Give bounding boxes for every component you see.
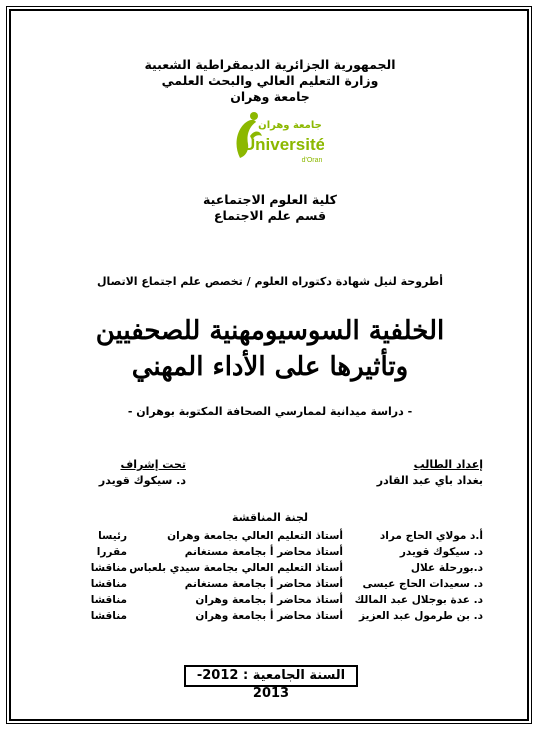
- academic-year: السنة الجامعية : 2012- 2013: [196, 668, 346, 701]
- university-logo: [228, 106, 324, 170]
- committee-member-name: د. عدة بوجلال عبد المالك: [354, 594, 483, 606]
- committee-row: [0, 578, 540, 594]
- student-name: بغداد باي عبد القادر: [376, 474, 483, 487]
- committee-member-name: د. سيكوك قويدر: [399, 546, 483, 558]
- supervisor-label: تحت إشراف: [120, 458, 186, 471]
- university-name: جامعة وهران: [230, 89, 310, 104]
- committee-member-name: أ.د مولاي الحاج مراد: [379, 530, 483, 542]
- logo-arabic-text: جامعة وهران: [258, 120, 322, 131]
- committee-member-role: رئيسا: [98, 530, 127, 542]
- committee-member-role: مناقشا: [90, 610, 127, 622]
- committee-label: لجنة المناقشة: [231, 511, 308, 524]
- republic-name: الجمهورية الجزائرية الديمقراطية الشعبية: [144, 57, 396, 72]
- committee-row: [0, 530, 540, 546]
- committee-member-role: مناقشا: [90, 562, 127, 574]
- committee-member-rank: أستاذ محاضر أ بجامعة وهران: [195, 594, 343, 606]
- thesis-title-line-1: الخلفية السوسيومهنية للصحفيين: [95, 316, 445, 346]
- department-name: قسم علم الاجتماع: [213, 208, 327, 223]
- thesis-type: أطروحة لنيل شهادة دكتوراه العلوم / تخصص علم اجتماع الاتصال: [96, 275, 444, 288]
- committee-row: [0, 594, 540, 610]
- committee-member-name: د. بن طرمول عبد العزيز: [358, 610, 483, 622]
- committee-member-rank: أستاذ محاضر أ بجامعة مستغانم: [184, 546, 343, 558]
- academic-year-box: [184, 665, 358, 701]
- committee-member-rank: أستاذ محاضر أ بجامعة وهران: [195, 610, 343, 622]
- logo-latin-small: d'Oran: [301, 157, 323, 164]
- committee-member-name: د. سعيدات الحاج عيسى: [362, 578, 483, 590]
- faculty-name: كلية العلوم الاجتماعية: [203, 192, 337, 207]
- student-label: إعداد الطالب: [413, 458, 483, 471]
- supervisor-name: د. سيكوك قويدر: [98, 474, 186, 487]
- committee-member-role: مناقشا: [90, 594, 127, 606]
- committee-member-role: مقررا: [96, 546, 127, 558]
- ministry-name: وزارة التعليم العالي والبحث العلمي: [161, 73, 379, 88]
- thesis-subtitle: - دراسة ميدانية لممارسي الصحافة المكتوبة بوهران -: [127, 405, 413, 418]
- committee-member-rank: أستاذ محاضر أ بجامعة مستغانم: [184, 578, 343, 590]
- committee-member-rank: أستاذ التعليم العالي بجامعة سيدي بلعباس: [129, 562, 343, 574]
- committee-row: [0, 562, 540, 578]
- committee-row: [0, 546, 540, 562]
- committee-member-name: د.بورحلة علال: [410, 562, 483, 574]
- committee-member-rank: أستاذ التعليم العالي بجامعة وهران: [167, 530, 343, 542]
- thesis-title-line-2: وتأثيرها على الأداء المهني: [131, 352, 409, 382]
- logo-latin-text: Université: [242, 135, 324, 154]
- committee-row: [0, 610, 540, 626]
- committee-member-role: مناقشا: [90, 578, 127, 590]
